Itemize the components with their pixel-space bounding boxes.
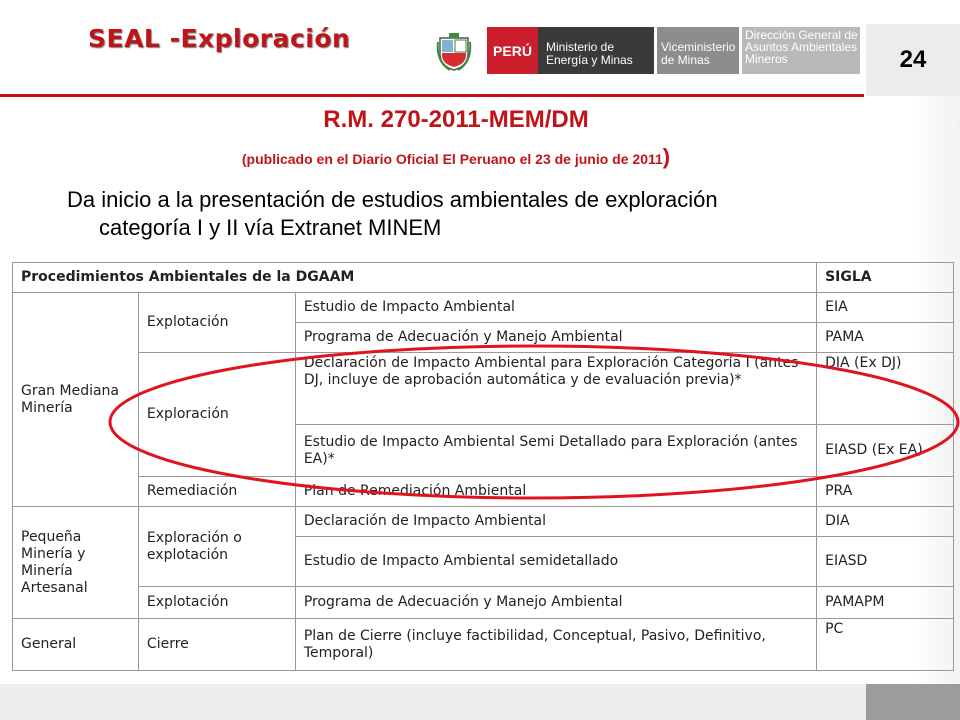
table-header-sigla: SIGLA	[817, 263, 954, 293]
sigla-cell: PAMA	[817, 323, 954, 353]
body-line-1: Da inicio a la presentación de estudios ambientales de exploración	[67, 187, 718, 212]
procedure-cell: Programa de Adecuación y Manejo Ambiental	[295, 323, 816, 353]
procedure-cell: Estudio de Impacto Ambiental	[295, 293, 816, 323]
page-number: 24	[899, 46, 927, 73]
table-row	[13, 507, 954, 537]
header-divider	[0, 94, 864, 97]
body-line-2: categoría I y II vía Extranet MINEM	[99, 215, 442, 240]
procedure-cell: Plan de Cierre (incluye factibilidad, Conceptual, Pasivo, Definitivo, Temporal)	[295, 619, 816, 671]
table-row	[13, 477, 954, 507]
subgroup-cell: Explotación	[138, 587, 295, 619]
resolution-title: R.M. 270-2011-MEM/DM	[323, 106, 589, 133]
logo-viceministerio: Viceministerio de Minas	[657, 27, 739, 74]
slide-title: SEAL -Exploración	[88, 24, 351, 53]
procedure-cell: Declaración de Impacto Ambiental para Exploración Categoría I (antes DJ, incluye de aprobación automática y de evaluación previa)*	[295, 353, 816, 425]
footer-bar-accent	[866, 684, 960, 720]
group-cell: General	[13, 619, 139, 671]
group-cell: Gran Mediana Minería	[13, 293, 139, 507]
resolution-subtitle	[0, 144, 912, 170]
sigla-cell: DIA (Ex DJ)	[817, 353, 954, 425]
page-number-box	[866, 24, 960, 96]
table-header-row	[13, 263, 954, 293]
procedure-cell: Estudio de Impacto Ambiental semidetallado	[295, 537, 816, 587]
procedure-cell: Plan de Remediación Ambiental	[295, 477, 816, 507]
sigla-cell: PRA	[817, 477, 954, 507]
subgroup-cell: Remediación	[138, 477, 295, 507]
subgroup-cell: Exploración	[138, 353, 295, 477]
table-header-procedures: Procedimientos Ambientales de la DGAAM	[13, 263, 817, 293]
sigla-cell: EIA	[817, 293, 954, 323]
sigla-cell: EIASD (Ex EA)	[817, 425, 954, 477]
table-row	[13, 293, 954, 323]
logo-ministerio: Ministerio de Energía y Minas	[538, 27, 654, 74]
table-row	[13, 619, 954, 671]
logo-direccion: Dirección General de Asuntos Ambientales Mineros	[742, 27, 860, 74]
resolution-subtitle-paren: )	[662, 144, 671, 169]
procedures-table	[12, 262, 954, 671]
body-paragraph	[67, 186, 867, 242]
logo-peru: PERÚ	[487, 27, 538, 74]
peru-coat-of-arms-icon	[436, 32, 472, 72]
group-cell: Pequeña Minería y Minería Artesanal	[13, 507, 139, 619]
resolution-subtitle-text: (publicado en el Diario Oficial El Peruano el 23 de junio de 2011	[241, 151, 663, 167]
sigla-cell: DIA	[817, 507, 954, 537]
subgroup-cell: Cierre	[138, 619, 295, 671]
subgroup-cell: Exploración o explotación	[138, 507, 295, 587]
procedure-cell: Declaración de Impacto Ambiental	[295, 507, 816, 537]
procedure-cell: Estudio de Impacto Ambiental Semi Detallado para Exploración (antes EA)*	[295, 425, 816, 477]
sigla-cell: EIASD	[817, 537, 954, 587]
sigla-cell: PAMAPM	[817, 587, 954, 619]
subgroup-cell: Explotación	[138, 293, 295, 353]
sigla-cell: PC	[817, 619, 954, 671]
footer-bar	[0, 684, 866, 720]
procedure-cell: Programa de Adecuación y Manejo Ambiental	[295, 587, 816, 619]
table-row	[13, 587, 954, 619]
table-row	[13, 353, 954, 425]
